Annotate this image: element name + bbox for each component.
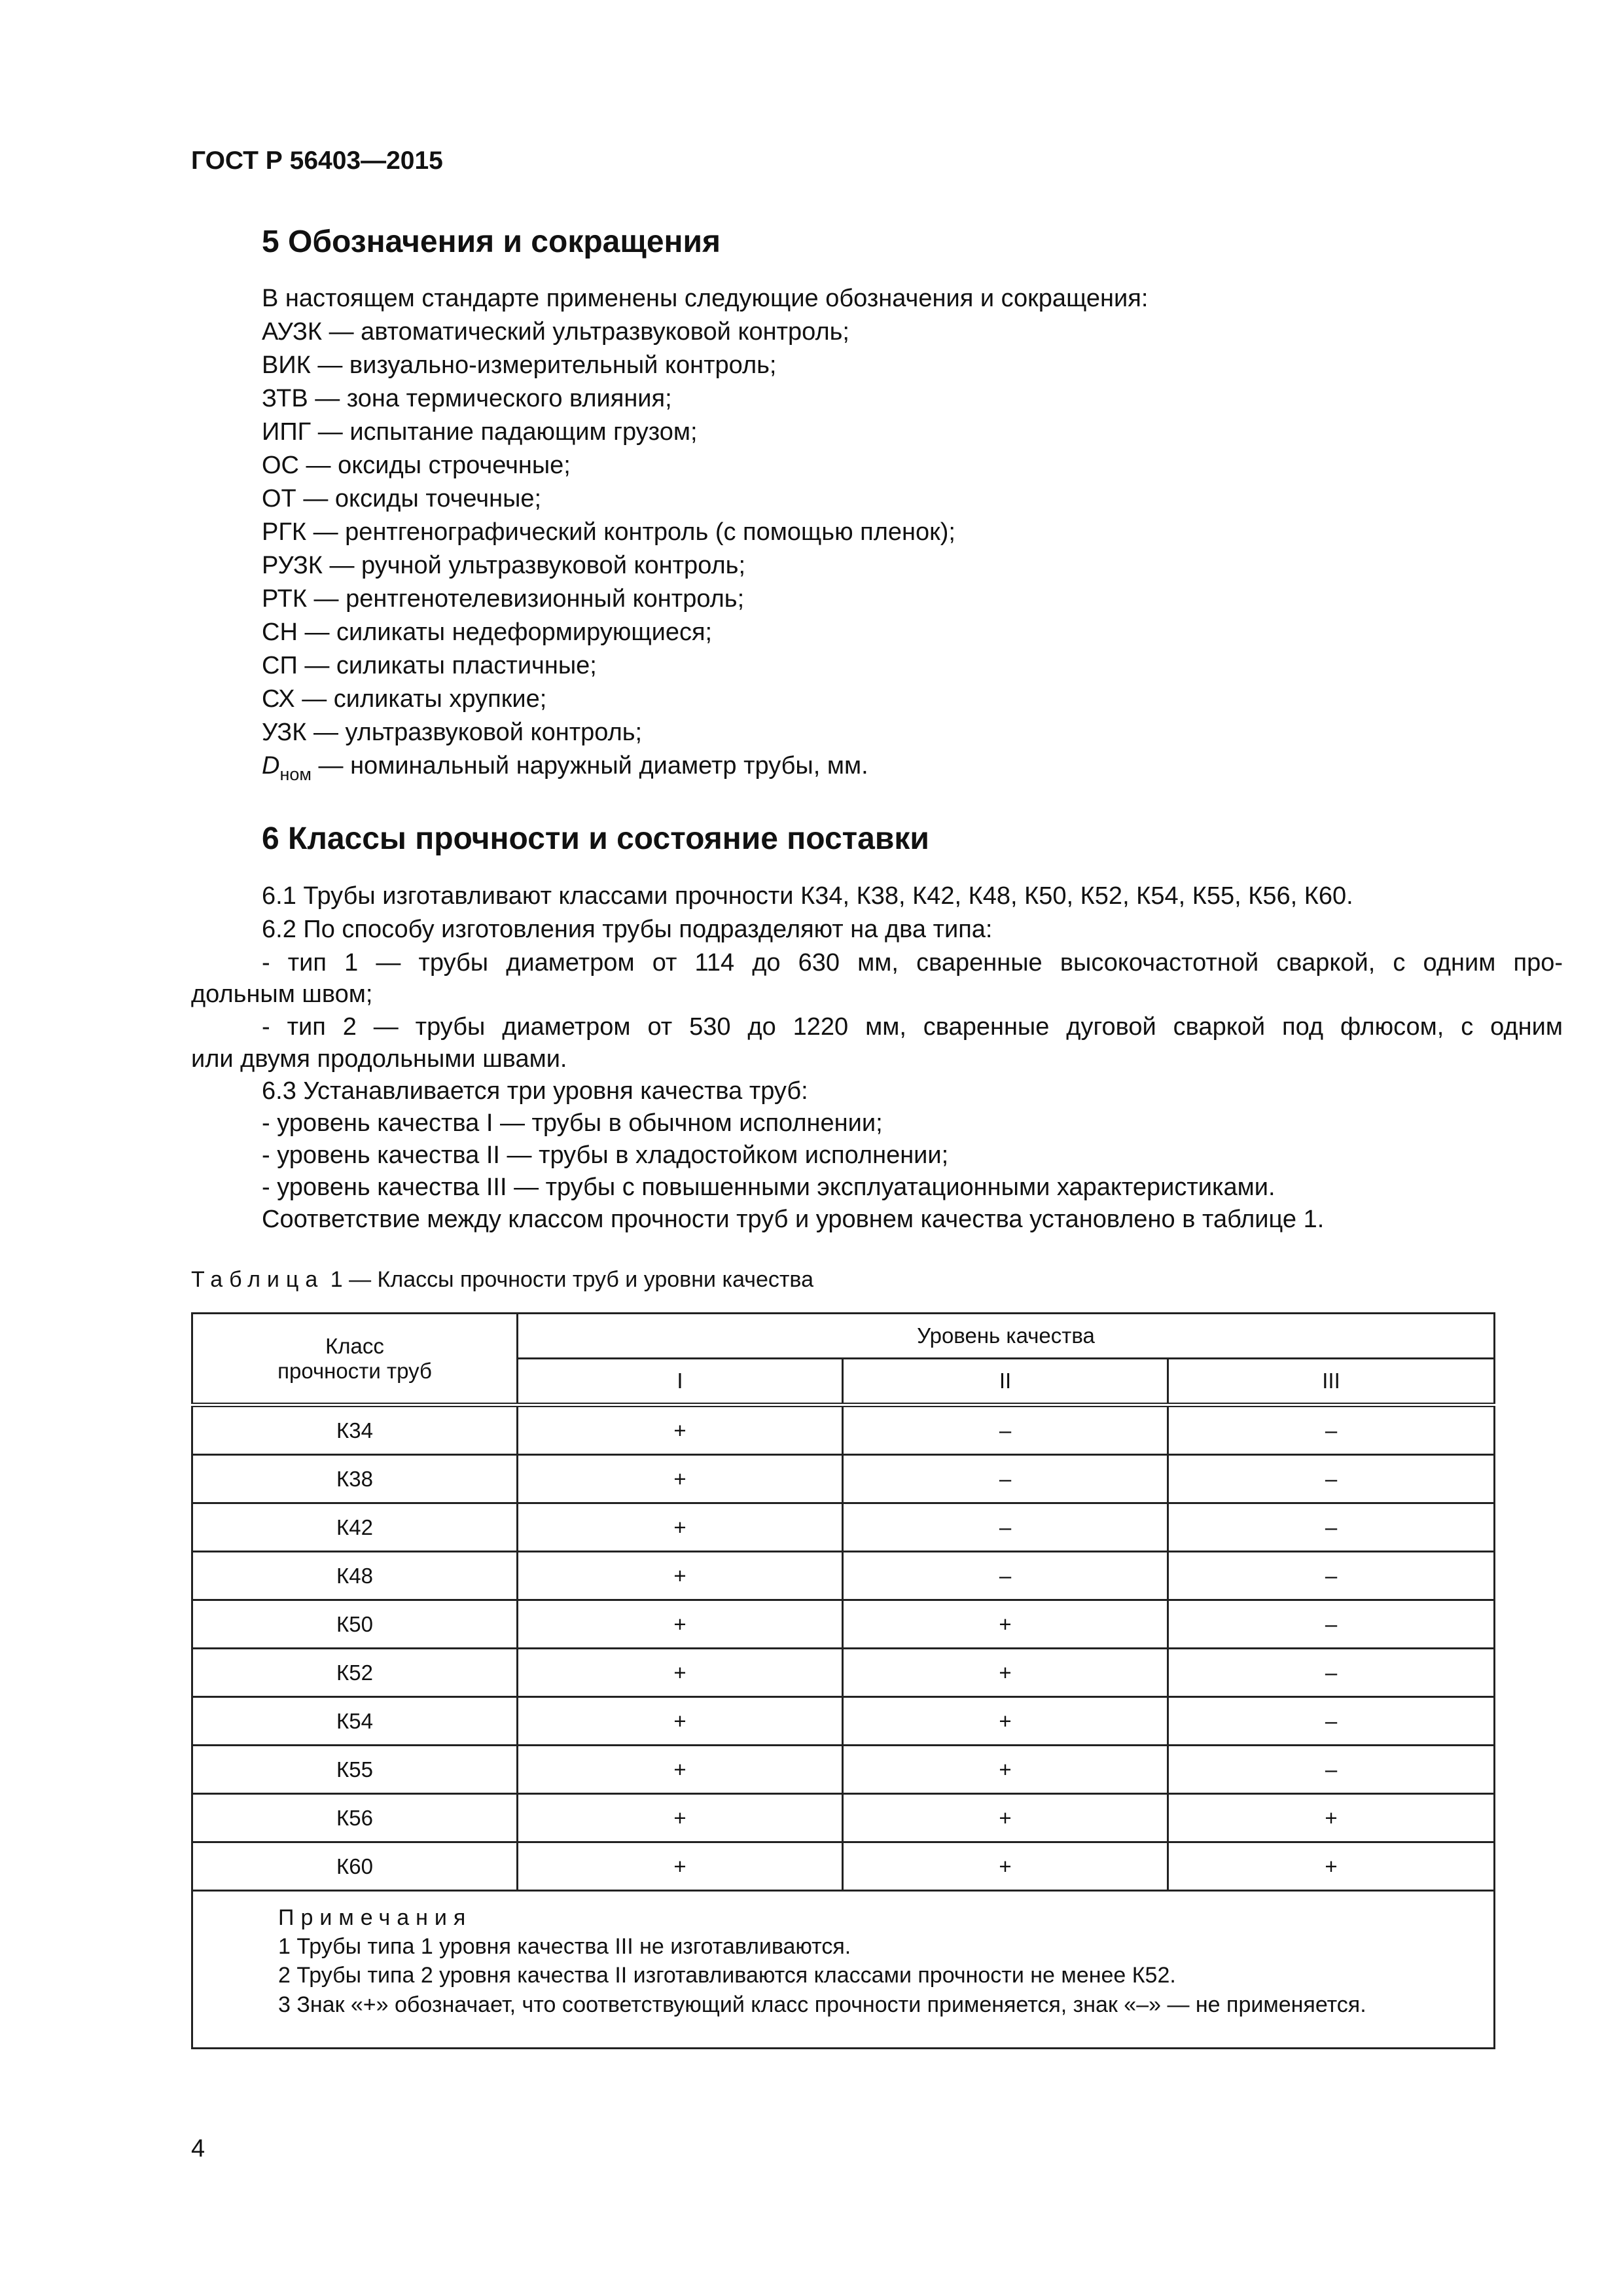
dnom-symbol: D bbox=[262, 752, 280, 780]
dnom-definition bbox=[262, 751, 868, 785]
level-cell: – bbox=[843, 1503, 1168, 1552]
dnom-subscript: ном bbox=[279, 764, 312, 784]
quality-level-2: - уровень качества II — трубы в хладостойком исполнении; bbox=[262, 1141, 949, 1169]
abbreviation-item: СП — силикаты пластичные; bbox=[262, 652, 597, 679]
level-cell: – bbox=[1168, 1503, 1495, 1552]
abbreviation-item: СН — силикаты недеформирующиеся; bbox=[262, 619, 713, 646]
class-cell: К38 bbox=[192, 1455, 518, 1503]
level-cell: + bbox=[518, 1552, 843, 1600]
type-1-line-2: дольным швом; bbox=[191, 980, 373, 1008]
level-cell: + bbox=[518, 1842, 843, 1891]
note-item: 2 Трубы типа 2 уровня качества II изготавливаются классами прочности не менее К52. bbox=[278, 1963, 1176, 1988]
page-number: 4 bbox=[191, 2135, 205, 2162]
abbreviation-item: ОТ — оксиды точечные; bbox=[262, 485, 542, 512]
level-cell: + bbox=[843, 1649, 1168, 1697]
table-row bbox=[192, 1697, 1495, 1746]
header-class-line2: прочности труб bbox=[277, 1358, 432, 1383]
table-caption bbox=[191, 1267, 813, 1293]
abbreviation-item: ВИК — визуально-измерительный контроль; bbox=[262, 351, 777, 379]
table-caption-text: 1 — Классы прочности труб и уровни качества bbox=[324, 1267, 814, 1292]
table-row bbox=[192, 1552, 1495, 1600]
paragraph-6-1: 6.1 Трубы изготавливают классами прочности К34, К38, К42, К48, К50, К52, К54, К55, К56, К60. bbox=[262, 882, 1353, 910]
class-cell: К42 bbox=[192, 1503, 518, 1552]
abbreviation-item: РГК — рентгенографический контроль (с помощью пленок); bbox=[262, 518, 955, 546]
table-row bbox=[192, 1405, 1495, 1455]
table-row bbox=[192, 1842, 1495, 1891]
class-cell: К50 bbox=[192, 1600, 518, 1649]
table-caption-label: Таблица bbox=[191, 1267, 325, 1292]
level-cell: – bbox=[843, 1552, 1168, 1600]
class-cell: К60 bbox=[192, 1842, 518, 1891]
table-row bbox=[192, 1649, 1495, 1697]
level-cell: + bbox=[518, 1455, 843, 1503]
level-cell: + bbox=[518, 1405, 843, 1455]
note-item: 3 Знак «+» обозначает, что соответствующий класс прочности применяется, знак «–» — не применяется. bbox=[278, 1992, 1366, 2017]
level-cell: – bbox=[1168, 1600, 1495, 1649]
level-cell: + bbox=[843, 1842, 1168, 1891]
level-cell: + bbox=[843, 1600, 1168, 1649]
type-2-line-2: или двумя продольными швами. bbox=[191, 1045, 567, 1073]
abbreviation-item: ОС — оксиды строчечные; bbox=[262, 452, 571, 479]
section-5-intro: В настоящем стандарте применены следующие обозначения и сокращения: bbox=[262, 285, 1149, 312]
note-item: 1 Трубы типа 1 уровня качества III не изготавливаются. bbox=[278, 1934, 851, 1960]
table-row bbox=[192, 1746, 1495, 1794]
paragraph-6-3: 6.3 Устанавливается три уровня качества труб: bbox=[262, 1077, 808, 1105]
level-cell: – bbox=[843, 1405, 1168, 1455]
abbreviation-item: РТК — рентгенотелевизионный контроль; bbox=[262, 585, 745, 613]
paragraph-6-2: 6.2 По способу изготовления трубы подразделяют на два типа: bbox=[262, 916, 993, 943]
level-cell: + bbox=[843, 1697, 1168, 1746]
level-cell: + bbox=[518, 1503, 843, 1552]
header-level-iii: III bbox=[1168, 1359, 1495, 1405]
level-cell: + bbox=[518, 1697, 843, 1746]
header-level-i: I bbox=[518, 1359, 843, 1405]
table-row bbox=[192, 1503, 1495, 1552]
abbreviation-item: АУЗК — автоматический ультразвуковой контроль; bbox=[262, 318, 849, 346]
section-6-title: 6 Классы прочности и состояние поставки bbox=[262, 821, 929, 856]
table-row bbox=[192, 1600, 1495, 1649]
level-cell: – bbox=[1168, 1649, 1495, 1697]
header-class-line1: Класс bbox=[325, 1333, 384, 1358]
table-notes bbox=[192, 1891, 1495, 2049]
level-cell: – bbox=[1168, 1552, 1495, 1600]
quality-table bbox=[191, 1312, 1495, 2049]
notes-title: Примечания bbox=[278, 1905, 473, 1930]
class-cell: К48 bbox=[192, 1552, 518, 1600]
level-cell: + bbox=[1168, 1794, 1495, 1842]
class-cell: К56 bbox=[192, 1794, 518, 1842]
level-cell: + bbox=[843, 1746, 1168, 1794]
document-code: ГОСТ Р 56403—2015 bbox=[191, 147, 443, 175]
abbreviation-item: УЗК — ультразвуковой контроль; bbox=[262, 719, 643, 746]
class-cell: К52 bbox=[192, 1649, 518, 1697]
header-class-cell bbox=[192, 1314, 518, 1405]
level-cell: – bbox=[1168, 1746, 1495, 1794]
section-5-title: 5 Обозначения и сокращения bbox=[262, 224, 721, 259]
type-2-line-1: - тип 2 — трубы диаметром от 530 до 1220 мм, сваренные дуговой сваркой под флюсом, с одним bbox=[262, 1013, 1563, 1041]
level-cell: + bbox=[843, 1794, 1168, 1842]
header-level-cell: Уровень качества bbox=[518, 1314, 1495, 1359]
level-cell: + bbox=[518, 1649, 843, 1697]
header-level-ii: II bbox=[843, 1359, 1168, 1405]
level-cell: – bbox=[1168, 1697, 1495, 1746]
abbreviation-item: СХ — силикаты хрупкие; bbox=[262, 685, 547, 713]
level-cell: + bbox=[518, 1600, 843, 1649]
correspondence-text: Соответствие между классом прочности труб и уровнем качества установлено в таблице 1. bbox=[262, 1206, 1325, 1233]
level-cell: – bbox=[843, 1455, 1168, 1503]
class-cell: К54 bbox=[192, 1697, 518, 1746]
abbreviation-item: ИПГ — испытание падающим грузом; bbox=[262, 418, 698, 446]
abbreviation-item: ЗТВ — зона термического влияния; bbox=[262, 385, 672, 412]
type-1-line-1: - тип 1 — трубы диаметром от 114 до 630 мм, сваренные высокочастотной сваркой, с одним про- bbox=[262, 949, 1563, 977]
abbreviation-item: РУЗК — ручной ультразвуковой контроль; bbox=[262, 552, 746, 579]
table-row bbox=[192, 1794, 1495, 1842]
level-cell: + bbox=[518, 1794, 843, 1842]
level-cell: + bbox=[1168, 1842, 1495, 1891]
level-cell: + bbox=[518, 1746, 843, 1794]
class-cell: К55 bbox=[192, 1746, 518, 1794]
level-cell: – bbox=[1168, 1455, 1495, 1503]
class-cell: К34 bbox=[192, 1405, 518, 1455]
quality-level-1: - уровень качества I — трубы в обычном исполнении; bbox=[262, 1109, 883, 1137]
dnom-text: — номинальный наружный диаметр трубы, мм. bbox=[311, 752, 868, 780]
table-row bbox=[192, 1455, 1495, 1503]
quality-level-3: - уровень качества III — трубы с повышенными эксплуатационными характеристиками. bbox=[262, 1174, 1275, 1201]
level-cell: – bbox=[1168, 1405, 1495, 1455]
